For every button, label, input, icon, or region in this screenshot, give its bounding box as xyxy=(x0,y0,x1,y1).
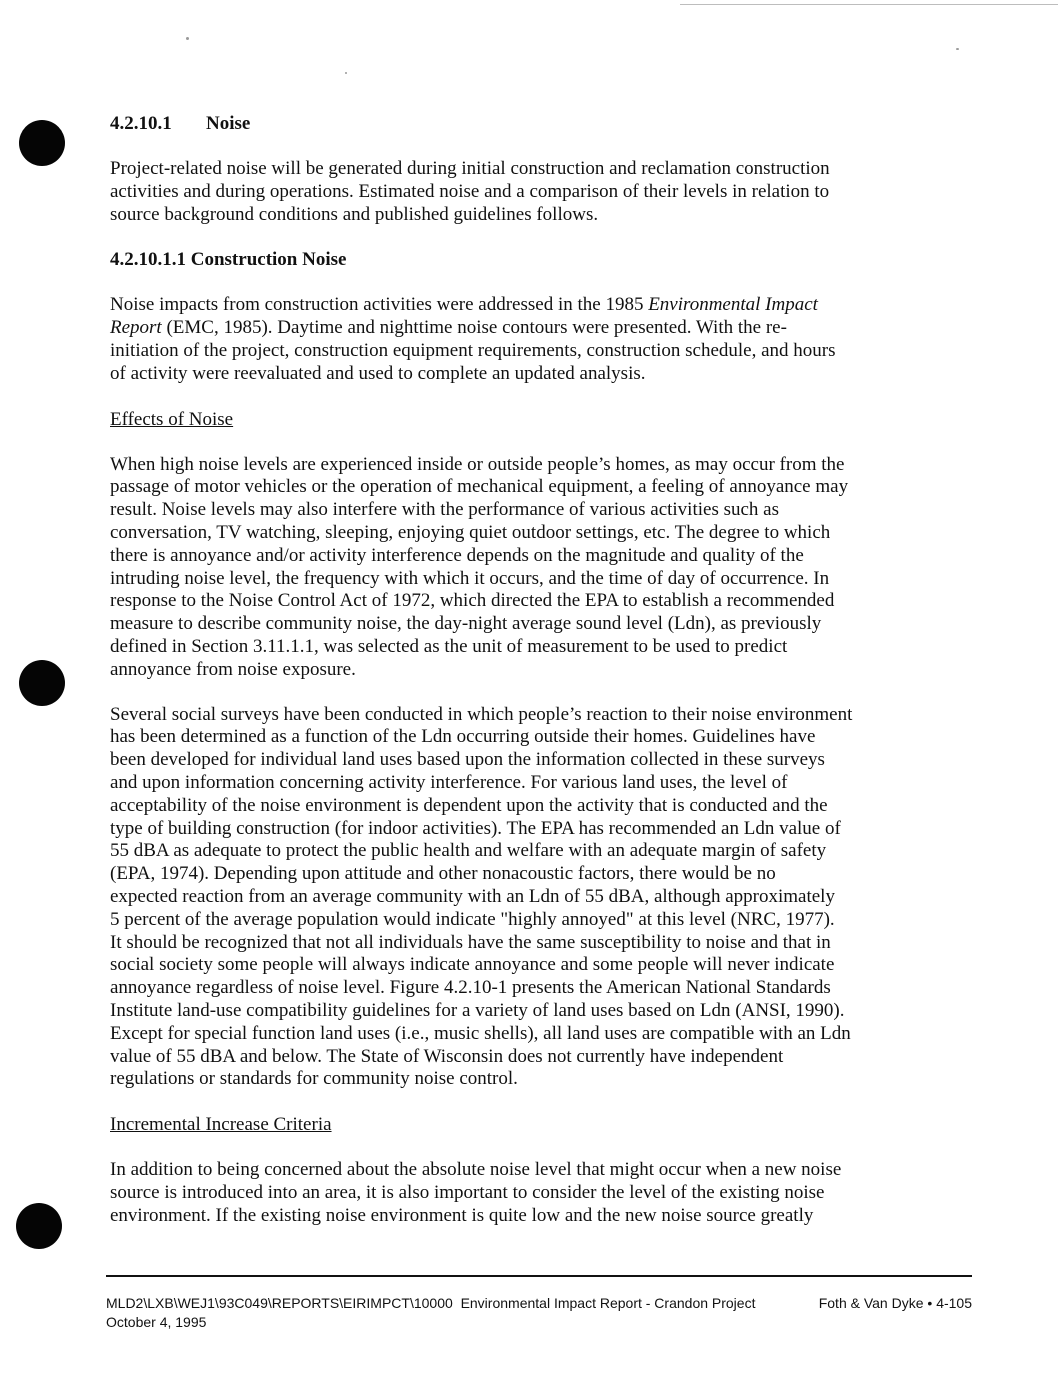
page-footer xyxy=(106,1275,972,1332)
paragraph-line: value of 55 dBA and below. The State of Wisconsin does not currently have independent xyxy=(110,1045,784,1067)
subsection-heading: 4.2.10.1.1 Construction Noise xyxy=(110,249,347,271)
paragraph-line: regulations or standards for community noise control. xyxy=(110,1068,518,1090)
paragraph-text: Noise impacts from construction activities were addressed in the 1985 xyxy=(110,294,649,316)
paragraph-line: Institute land-use compatibility guidelines for a variety of land uses based on Ldn (ANSI, 1990). xyxy=(110,999,845,1021)
paragraph-line: conversation, TV watching, sleeping, enjoying quiet outdoor settings, etc. The degree to which xyxy=(110,521,831,543)
footer-file-path: MLD2\LXB\WEJ1\93C049\REPORTS\EIRIMPCT\10000 xyxy=(106,1295,453,1311)
paragraph-line: In addition to being concerned about the absolute noise level that might occur when a new noise xyxy=(110,1159,842,1181)
paragraph-line: type of building construction (for indoor activities). The EPA has recommended an Ldn value of xyxy=(110,817,841,839)
footer-company-page: Foth & Van Dyke • 4-105 xyxy=(818,1295,972,1311)
paragraph-line: initiation of the project, construction equipment requirements, construction schedule, and hours xyxy=(110,339,836,361)
incremental-increase-heading: Incremental Increase Criteria xyxy=(110,1114,332,1136)
footer-doc-title: Environmental Impact Report - Crandon Project xyxy=(460,1295,756,1311)
paragraph-line xyxy=(110,294,955,317)
footer-date: October 4, 1995 xyxy=(106,1314,207,1330)
footer-row-2 xyxy=(106,1313,972,1332)
paragraph-line: has been determined as a function of the Ldn occurring outside their homes. Guidelines have xyxy=(110,726,816,748)
paragraph-line: Project-related noise will be generated during initial construction and reclamation construction xyxy=(110,158,830,179)
effects-of-noise-heading: Effects of Noise xyxy=(110,408,234,430)
paragraph-line: and upon information concerning activity interference. For various land uses, the level of xyxy=(110,771,788,793)
paragraph-line: Several social surveys have been conducted in which people’s reaction to their noise environment xyxy=(110,703,853,725)
effects-paragraph-1 xyxy=(110,454,955,682)
paragraph-line: expected reaction from an average community with an Ldn of 55 dBA, although approximately xyxy=(110,885,835,907)
footer-row-1 xyxy=(106,1294,972,1313)
paragraph-line: annoyance from noise exposure. xyxy=(110,658,356,680)
paragraph-line: activities and during operations. Estimated noise and a comparison of their levels in relation to xyxy=(110,180,830,202)
paragraph-line: defined in Section 3.11.1.1, was selected as the unit of measurement to be used to predict xyxy=(110,635,788,657)
paragraph-line: acceptability of the noise environment is dependent upon the activity that is conducted and the xyxy=(110,794,828,816)
paragraph-line: (EPA, 1974). Depending upon attitude and other nonacoustic factors, there would be no xyxy=(110,863,776,885)
binder-hole-bottom xyxy=(16,1203,62,1249)
scan-speck xyxy=(186,37,189,40)
incremental-paragraph xyxy=(110,1159,955,1227)
paragraph-text: (EMC, 1985). Daytime and nighttime noise contours were presented. With the re- xyxy=(161,317,787,339)
paragraph-line: environment. If the existing noise environment is quite low and the new noise source greatly xyxy=(110,1204,814,1226)
binder-hole-top xyxy=(19,120,65,166)
section-number: 4.2.10.1 xyxy=(110,113,172,134)
effects-paragraph-2 xyxy=(110,704,955,1092)
footer-left xyxy=(106,1294,755,1313)
paragraph-line: result. Noise levels may also interfere with the performance of various activities such as xyxy=(110,499,779,521)
paragraph-line: been developed for individual land uses based upon the information collected in these surveys xyxy=(110,749,825,771)
paragraph-line: source background conditions and published guidelines follows. xyxy=(110,203,599,225)
paragraph-line: It should be recognized that not all individuals have the same susceptibility to noise and that in xyxy=(110,931,831,953)
report-title-italic-cont: Report xyxy=(110,317,162,339)
paragraph-line: measure to describe community noise, the day-night average sound level (Ldn), as previously xyxy=(110,613,822,635)
paragraph-line: 5 percent of the average population would indicate "highly annoyed" at this level (NRC, 1977). xyxy=(110,908,835,930)
document-body xyxy=(110,112,955,1249)
paragraph-line: social society some people will always indicate annoyance and some people will never indicate xyxy=(110,954,835,976)
paragraph-line: of activity were reevaluated and used to complete an updated analysis. xyxy=(110,362,646,384)
section-heading xyxy=(110,112,955,136)
scan-edge-line xyxy=(680,4,1058,5)
paragraph-line: When high noise levels are experienced inside or outside people’s homes, as may occur from the xyxy=(110,453,845,475)
paragraph-line: intruding noise level, the frequency with which it occurs, and the time of day of occurrence. In xyxy=(110,567,830,589)
scan-speck xyxy=(345,72,347,74)
paragraph-line: passage of motor vehicles or the operation of mechanical equipment, a feeling of annoyance may xyxy=(110,476,849,498)
binder-hole-middle xyxy=(19,660,65,706)
report-title-italic: Environmental Impact xyxy=(648,294,818,316)
intro-paragraph xyxy=(110,158,955,226)
paragraph-line: Except for special function land uses (i.e., music shells), all land uses are compatible with an Ldn xyxy=(110,1022,851,1044)
paragraph-line: annoyance regardless of noise level. Figure 4.2.10-1 presents the American National Standards xyxy=(110,977,831,999)
construction-noise-paragraph xyxy=(110,294,955,385)
section-title: Noise xyxy=(206,113,251,134)
paragraph-line xyxy=(110,317,955,340)
paragraph-line: response to the Noise Control Act of 1972, which directed the EPA to establish a recommended xyxy=(110,590,835,612)
scan-speck xyxy=(956,48,959,50)
paragraph-line: there is annoyance and/or activity interference depends on the magnitude and quality of the xyxy=(110,544,804,566)
paragraph-line: source is introduced into an area, it is also important to consider the level of the existing noise xyxy=(110,1181,825,1203)
paragraph-line: 55 dBA as adequate to protect the public health and welfare with an adequate margin of safety xyxy=(110,840,827,862)
